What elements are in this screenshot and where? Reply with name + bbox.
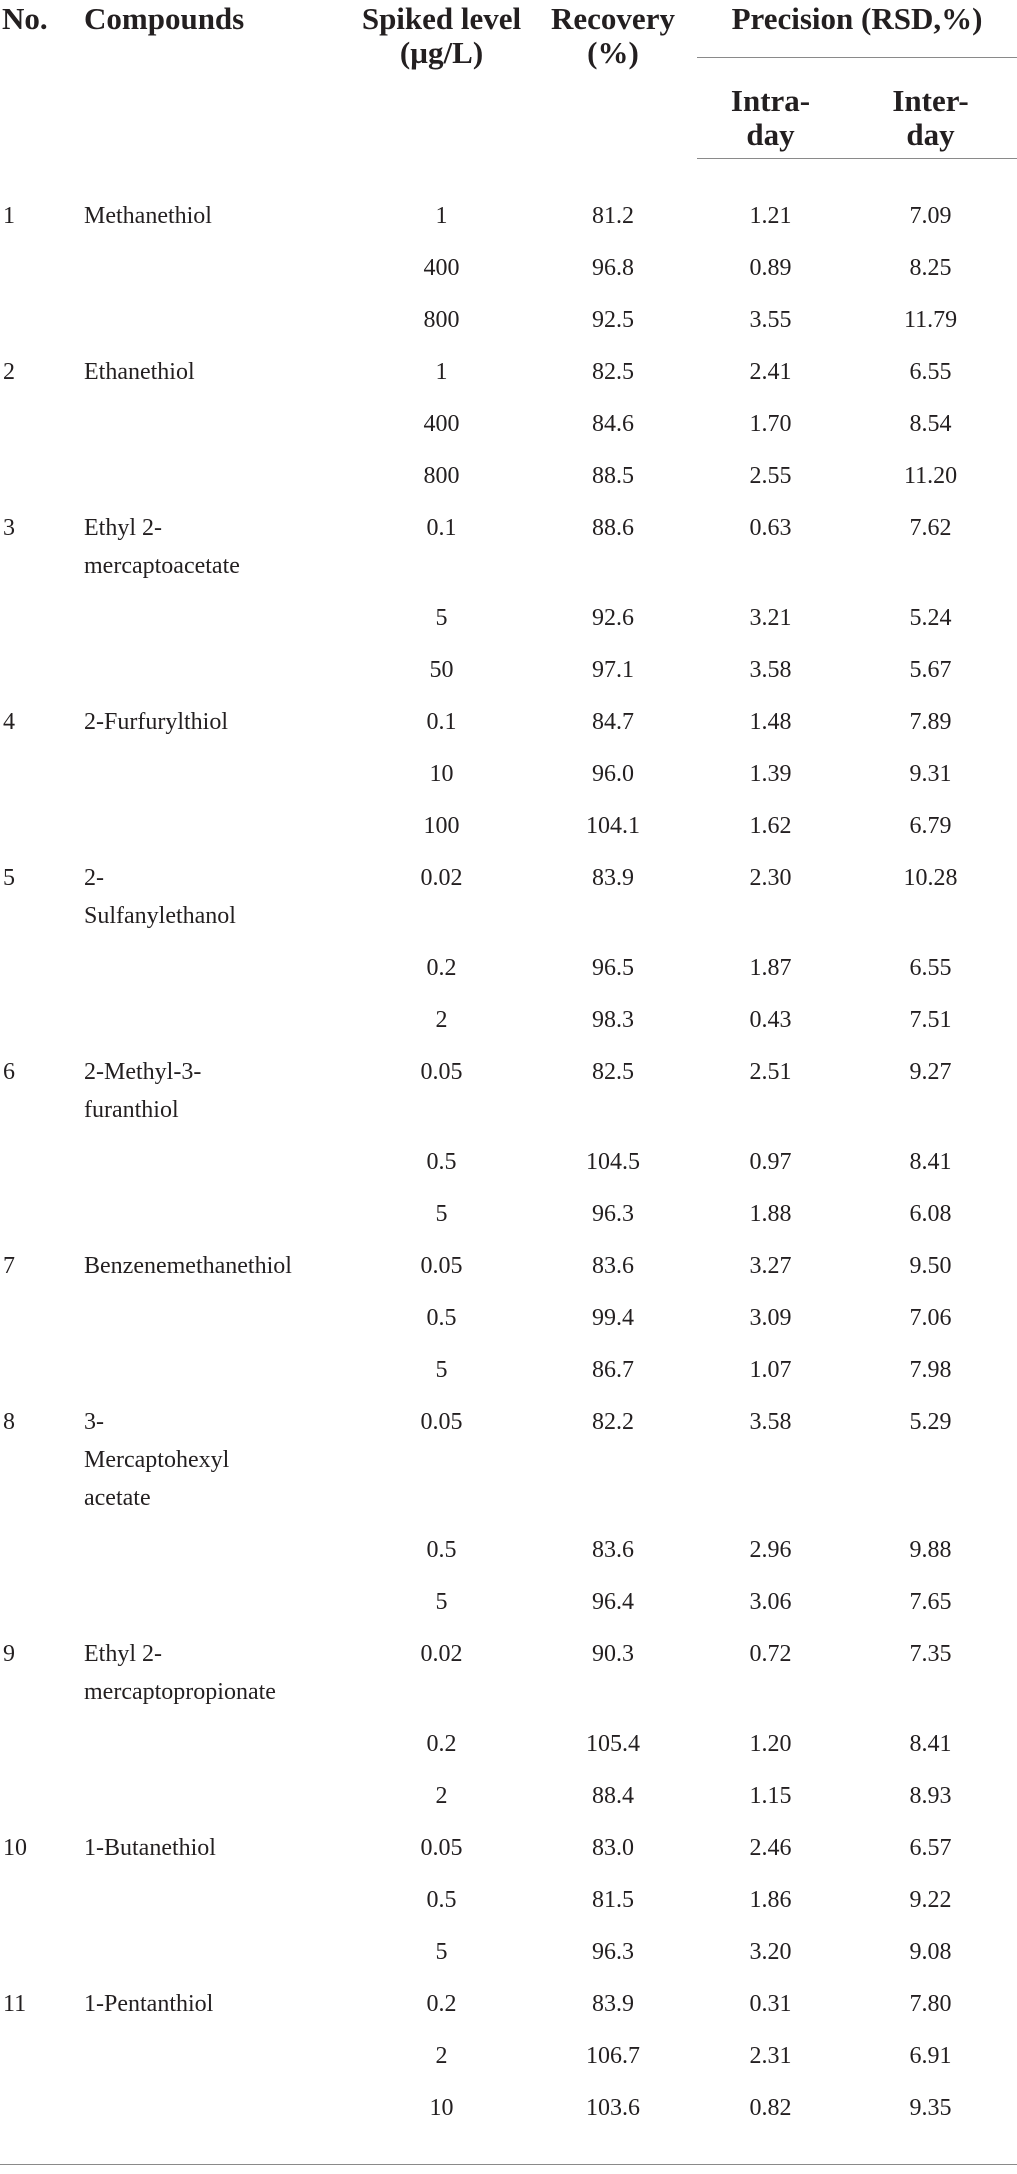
cell-no: 5 xyxy=(3,864,15,891)
cell-compound xyxy=(76,445,354,497)
table-row xyxy=(0,1235,1017,1287)
cell-spiked-level: 2 xyxy=(435,2042,448,2069)
cell-intra-day: 1.62 xyxy=(749,812,792,839)
cell-inter-day: 8.41 xyxy=(909,1730,952,1757)
table-row xyxy=(0,497,1017,587)
cell-no xyxy=(0,1571,76,1623)
header-intra-line1: Intra- xyxy=(730,83,811,118)
cell-no: 11 xyxy=(3,1990,27,2017)
cell-recovery: 88.4 xyxy=(592,1782,634,1809)
cell-recovery: 97.1 xyxy=(592,656,634,683)
table-row xyxy=(0,237,1017,289)
cell-spiked-level: 0.05 xyxy=(420,1408,463,1435)
cell-spiked-level: 0.5 xyxy=(426,1886,457,1913)
table-row xyxy=(0,1287,1017,1339)
cell-recovery: 83.9 xyxy=(592,1990,634,2017)
header-spiked-level xyxy=(354,0,529,158)
cell-no xyxy=(0,1339,76,1391)
cell-recovery: 98.3 xyxy=(592,1006,634,1033)
cell-intra-day: 1.20 xyxy=(749,1730,792,1757)
cell-spiked-level: 0.02 xyxy=(420,864,463,891)
cell-recovery: 82.5 xyxy=(592,358,634,385)
cell-no xyxy=(0,795,76,847)
table-row xyxy=(0,639,1017,691)
cell-inter-day: 9.35 xyxy=(909,2094,952,2121)
cell-recovery: 96.0 xyxy=(592,760,634,787)
cell-spiked-level: 0.1 xyxy=(426,514,457,541)
cell-compound xyxy=(76,2077,354,2129)
cell-spiked-level: 2 xyxy=(435,1782,448,1809)
cell-intra-day: 0.82 xyxy=(749,2094,792,2121)
cell-spiked-level: 0.2 xyxy=(426,1990,457,2017)
header-spiked-line1: Spiked level xyxy=(361,1,522,36)
cell-no xyxy=(0,937,76,989)
cell-compound: Methanethiol xyxy=(84,202,212,229)
cell-compound xyxy=(76,989,354,1041)
table-row xyxy=(0,1817,1017,1869)
cell-inter-day: 6.55 xyxy=(909,954,952,981)
cell-recovery: 84.6 xyxy=(592,410,634,437)
table-row xyxy=(0,1765,1017,1817)
cell-no xyxy=(0,1287,76,1339)
cell-compound xyxy=(76,1519,354,1571)
cell-inter-day: 7.09 xyxy=(909,202,952,229)
cell-spiked-level: 0.02 xyxy=(420,1640,463,1667)
cell-no xyxy=(0,393,76,445)
cell-no xyxy=(0,989,76,1041)
cell-compound: 1-Pentanthiol xyxy=(84,1990,214,2017)
cell-compound xyxy=(76,587,354,639)
cell-no xyxy=(0,1869,76,1921)
cell-compound: 3- Mercaptohexyl acetate xyxy=(84,1408,230,1511)
cell-compound xyxy=(76,1339,354,1391)
cell-spiked-level: 0.5 xyxy=(426,1148,457,1175)
cell-intra-day: 0.63 xyxy=(749,514,792,541)
cell-inter-day: 6.57 xyxy=(909,1834,952,1861)
header-inter-line2: day xyxy=(906,117,955,152)
cell-spiked-level: 1 xyxy=(435,358,448,385)
cell-intra-day: 0.31 xyxy=(749,1990,792,2017)
cell-no: 2 xyxy=(3,358,15,385)
table-row xyxy=(0,2077,1017,2129)
cell-recovery: 83.6 xyxy=(592,1536,634,1563)
header-compounds: Compounds xyxy=(84,1,245,36)
cell-no xyxy=(0,445,76,497)
cell-recovery: 90.3 xyxy=(592,1640,634,1667)
cell-intra-day: 2.51 xyxy=(749,1058,792,1085)
cell-recovery: 88.6 xyxy=(592,514,634,541)
cell-intra-day: 2.31 xyxy=(749,2042,792,2069)
cell-compound xyxy=(76,1131,354,1183)
cell-recovery: 96.8 xyxy=(592,254,634,281)
table-row xyxy=(0,2025,1017,2077)
cell-recovery: 105.4 xyxy=(586,1730,640,1757)
cell-intra-day: 3.58 xyxy=(749,656,792,683)
cell-intra-day: 1.21 xyxy=(749,202,792,229)
cell-intra-day: 2.96 xyxy=(749,1536,792,1563)
header-inter-day xyxy=(844,58,1017,158)
cell-recovery: 83.6 xyxy=(592,1252,634,1279)
header-precision: Precision (RSD,%) xyxy=(697,0,1017,58)
cell-intra-day: 3.20 xyxy=(749,1938,792,1965)
header-inter-line1: Inter- xyxy=(892,83,969,118)
table-row xyxy=(0,1519,1017,1571)
cell-inter-day: 5.67 xyxy=(909,656,952,683)
cell-recovery: 81.5 xyxy=(592,1886,634,1913)
cell-no xyxy=(0,1921,76,1973)
cell-intra-day: 0.72 xyxy=(749,1640,792,1667)
cell-intra-day: 1.48 xyxy=(749,708,792,735)
cell-inter-day: 6.79 xyxy=(909,812,952,839)
cell-inter-day: 10.28 xyxy=(903,864,958,891)
table-row xyxy=(0,937,1017,989)
table-row xyxy=(0,341,1017,393)
cell-spiked-level: 5 xyxy=(435,1356,448,1383)
table-row xyxy=(0,1623,1017,1713)
cell-recovery: 84.7 xyxy=(592,708,634,735)
cell-intra-day: 0.89 xyxy=(749,254,792,281)
cell-intra-day: 0.97 xyxy=(749,1148,792,1175)
table-row xyxy=(0,1713,1017,1765)
cell-intra-day: 0.43 xyxy=(749,1006,792,1033)
header-no: No. xyxy=(2,1,48,36)
table-row xyxy=(0,393,1017,445)
table-row xyxy=(0,1131,1017,1183)
cell-compound xyxy=(76,1869,354,1921)
cell-spiked-level: 800 xyxy=(423,462,460,489)
cell-recovery: 96.3 xyxy=(592,1938,634,1965)
table-row xyxy=(0,1183,1017,1235)
cell-no xyxy=(0,1131,76,1183)
table-row xyxy=(0,587,1017,639)
cell-no xyxy=(0,2077,76,2129)
header-intra-line2: day xyxy=(746,117,795,152)
cell-spiked-level: 5 xyxy=(435,1588,448,1615)
table-row xyxy=(0,1973,1017,2025)
cell-inter-day: 7.35 xyxy=(909,1640,952,1667)
cell-compound: 2- Sulfanylethanol xyxy=(84,864,236,929)
table-bottom-rule xyxy=(0,2164,1017,2165)
cell-inter-day: 9.50 xyxy=(909,1252,952,1279)
cell-no xyxy=(0,237,76,289)
cell-intra-day: 1.07 xyxy=(749,1356,792,1383)
cell-recovery: 96.5 xyxy=(592,954,634,981)
cell-no: 7 xyxy=(3,1252,15,1279)
cell-spiked-level: 2 xyxy=(435,1006,448,1033)
cell-compound xyxy=(76,1571,354,1623)
cell-intra-day: 3.09 xyxy=(749,1304,792,1331)
cell-inter-day: 6.91 xyxy=(909,2042,952,2069)
cell-intra-day: 1.15 xyxy=(749,1782,792,1809)
cell-spiked-level: 400 xyxy=(423,410,460,437)
cell-intra-day: 3.06 xyxy=(749,1588,792,1615)
cell-no: 10 xyxy=(3,1834,27,1861)
table-row xyxy=(0,847,1017,937)
cell-spiked-level: 0.05 xyxy=(420,1834,463,1861)
cell-compound xyxy=(76,1183,354,1235)
cell-spiked-level: 0.05 xyxy=(420,1252,463,1279)
cell-intra-day: 3.27 xyxy=(749,1252,792,1279)
cell-inter-day: 7.06 xyxy=(909,1304,952,1331)
cell-recovery: 96.3 xyxy=(592,1200,634,1227)
cell-compound xyxy=(76,237,354,289)
cell-spiked-level: 5 xyxy=(435,604,448,631)
header-recovery-line1: Recovery xyxy=(551,1,675,36)
cell-no xyxy=(0,1183,76,1235)
cell-intra-day: 1.39 xyxy=(749,760,792,787)
cell-compound xyxy=(76,289,354,341)
cell-intra-day: 2.30 xyxy=(749,864,792,891)
table-row xyxy=(0,1869,1017,1921)
cell-spiked-level: 5 xyxy=(435,1938,448,1965)
cell-no xyxy=(0,1519,76,1571)
cell-recovery: 103.6 xyxy=(586,2094,640,2121)
cell-compound xyxy=(76,1287,354,1339)
cell-no: 6 xyxy=(3,1058,15,1085)
table-row xyxy=(0,795,1017,847)
cell-spiked-level: 0.2 xyxy=(426,954,457,981)
cell-inter-day: 5.29 xyxy=(909,1408,952,1435)
cell-spiked-level: 10 xyxy=(429,2094,454,2121)
cell-compound xyxy=(76,2025,354,2077)
cell-inter-day: 11.20 xyxy=(903,462,958,489)
cell-inter-day: 6.55 xyxy=(909,358,952,385)
cell-compound: 2-Furfurylthiol xyxy=(84,708,228,735)
table-row xyxy=(0,691,1017,743)
cell-spiked-level: 0.5 xyxy=(426,1304,457,1331)
table-row xyxy=(0,1921,1017,1973)
cell-inter-day: 7.62 xyxy=(909,514,952,541)
cell-inter-day: 9.22 xyxy=(909,1886,952,1913)
cell-intra-day: 2.55 xyxy=(749,462,792,489)
cell-compound: Benzenemethanethiol xyxy=(84,1252,292,1279)
header-intra-day xyxy=(697,58,844,158)
cell-spiked-level: 50 xyxy=(429,656,454,683)
cell-spiked-level: 5 xyxy=(435,1200,448,1227)
cell-inter-day: 9.27 xyxy=(909,1058,952,1085)
cell-recovery: 99.4 xyxy=(592,1304,634,1331)
cell-inter-day: 11.79 xyxy=(903,306,958,333)
cell-intra-day: 1.88 xyxy=(749,1200,792,1227)
cell-recovery: 83.0 xyxy=(592,1834,634,1861)
cell-spiked-level: 100 xyxy=(423,812,460,839)
cell-no xyxy=(0,587,76,639)
cell-recovery: 92.6 xyxy=(592,604,634,631)
cell-recovery: 83.9 xyxy=(592,864,634,891)
table-row xyxy=(0,1041,1017,1131)
cell-inter-day: 7.51 xyxy=(909,1006,952,1033)
cell-recovery: 104.5 xyxy=(586,1148,640,1175)
cell-inter-day: 8.25 xyxy=(909,254,952,281)
cell-intra-day: 2.46 xyxy=(749,1834,792,1861)
cell-compound xyxy=(76,1713,354,1765)
cell-no xyxy=(0,2025,76,2077)
cell-compound: Ethyl 2- mercaptoacetate xyxy=(84,514,240,579)
cell-spiked-level: 0.2 xyxy=(426,1730,457,1757)
cell-recovery: 82.2 xyxy=(592,1408,634,1435)
cell-inter-day: 7.80 xyxy=(909,1990,952,2017)
cell-spiked-level: 0.1 xyxy=(426,708,457,735)
cell-compound xyxy=(76,795,354,847)
cell-intra-day: 1.86 xyxy=(749,1886,792,1913)
cell-inter-day: 8.41 xyxy=(909,1148,952,1175)
cell-spiked-level: 0.5 xyxy=(426,1536,457,1563)
header-spiked-line2: (µg/L) xyxy=(399,35,484,70)
table-row xyxy=(0,1339,1017,1391)
cell-recovery: 104.1 xyxy=(586,812,640,839)
cell-no: 4 xyxy=(3,708,15,735)
cell-intra-day: 3.58 xyxy=(749,1408,792,1435)
cell-no xyxy=(0,1713,76,1765)
cell-no: 3 xyxy=(3,514,15,541)
cell-recovery: 92.5 xyxy=(592,306,634,333)
cell-inter-day: 5.24 xyxy=(909,604,952,631)
cell-compound xyxy=(76,1765,354,1817)
cell-compound: Ethyl 2- mercaptopropionate xyxy=(84,1640,276,1705)
cell-no xyxy=(0,639,76,691)
cell-inter-day: 6.08 xyxy=(909,1200,952,1227)
cell-inter-day: 7.98 xyxy=(909,1356,952,1383)
cell-intra-day: 2.41 xyxy=(749,358,792,385)
cell-spiked-level: 800 xyxy=(423,306,460,333)
cell-no: 1 xyxy=(3,202,15,229)
cell-intra-day: 3.55 xyxy=(749,306,792,333)
header-recovery-line2: (%) xyxy=(587,35,639,70)
cell-inter-day: 8.54 xyxy=(909,410,952,437)
table-body xyxy=(0,158,1017,2129)
cell-recovery: 81.2 xyxy=(592,202,634,229)
cell-compound: Ethanethiol xyxy=(84,358,195,385)
cell-intra-day: 1.87 xyxy=(749,954,792,981)
cell-compound xyxy=(76,393,354,445)
cell-spiked-level: 1 xyxy=(435,202,448,229)
cell-no: 8 xyxy=(3,1408,15,1435)
cell-recovery: 88.5 xyxy=(592,462,634,489)
header-recovery xyxy=(529,0,697,158)
cell-no xyxy=(0,1765,76,1817)
table-row xyxy=(0,743,1017,795)
cell-inter-day: 9.88 xyxy=(909,1536,952,1563)
cell-inter-day: 9.08 xyxy=(909,1938,952,1965)
cell-no xyxy=(0,289,76,341)
cell-compound xyxy=(76,937,354,989)
cell-spiked-level: 400 xyxy=(423,254,460,281)
cell-compound: 1-Butanethiol xyxy=(84,1834,216,1861)
cell-recovery: 82.5 xyxy=(592,1058,634,1085)
cell-no xyxy=(0,743,76,795)
cell-compound xyxy=(76,639,354,691)
cell-intra-day: 1.70 xyxy=(749,410,792,437)
table-row xyxy=(0,1391,1017,1519)
cell-compound xyxy=(76,743,354,795)
table-row xyxy=(0,185,1017,237)
cell-inter-day: 8.93 xyxy=(909,1782,952,1809)
precision-rule xyxy=(697,57,1017,58)
cell-recovery: 86.7 xyxy=(592,1356,634,1383)
cell-recovery: 96.4 xyxy=(592,1588,634,1615)
cell-no: 9 xyxy=(3,1640,15,1667)
cell-recovery: 106.7 xyxy=(586,2042,640,2069)
cell-inter-day: 7.89 xyxy=(909,708,952,735)
table-row xyxy=(0,989,1017,1041)
cell-compound xyxy=(76,1921,354,1973)
table-row xyxy=(0,445,1017,497)
table-row xyxy=(0,1571,1017,1623)
cell-compound: 2-Methyl-3- furanthiol xyxy=(84,1058,202,1123)
table-row xyxy=(0,289,1017,341)
cell-inter-day: 9.31 xyxy=(909,760,952,787)
cell-inter-day: 7.65 xyxy=(909,1588,952,1615)
cell-intra-day: 3.21 xyxy=(749,604,792,631)
cell-spiked-level: 10 xyxy=(429,760,454,787)
cell-spiked-level: 0.05 xyxy=(420,1058,463,1085)
table-header xyxy=(0,0,1017,158)
